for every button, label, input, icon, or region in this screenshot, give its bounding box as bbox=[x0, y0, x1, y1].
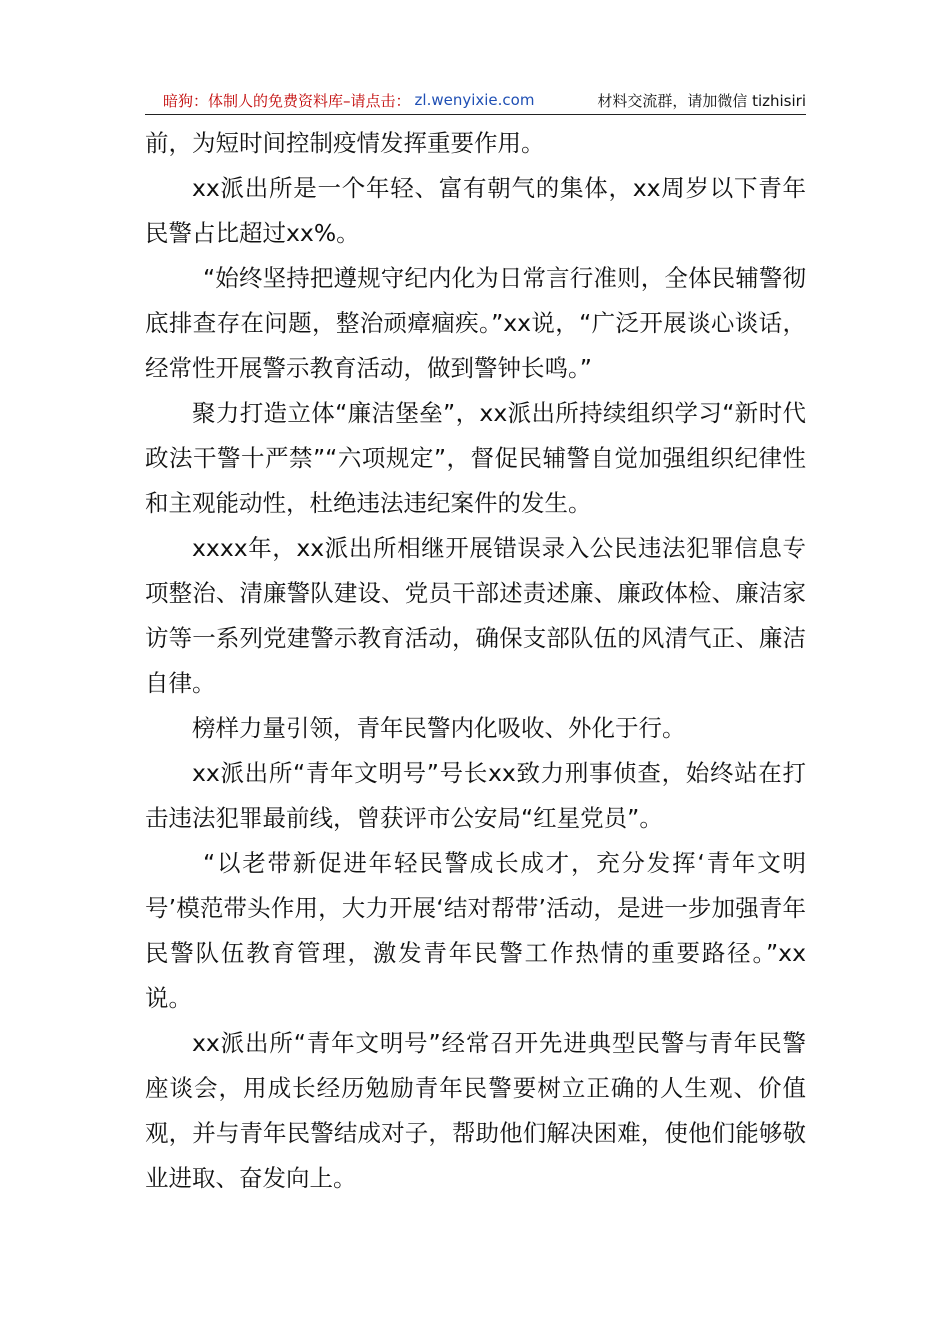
header-contact: 材料交流群，请加微信 tizhisiri bbox=[597, 91, 806, 110]
paragraph: xx派出所“青年文明号”号长xx致力刑事侦查，始终站在打击违法犯罪最前线，曾获评市公安局“红星党员”。 bbox=[145, 759, 806, 832]
paragraph: xx派出所“青年文明号”经常召开先进典型民警与青年民警座谈会，用成长经历勉励青年民警要树立正确的人生观、价值观，并与青年民警结成对子，帮助他们解决困难，使他们能够敬业进取、奋发向上。 bbox=[145, 1029, 806, 1192]
paragraph: 榜样力量引领，青年民警内化吸收、外化于行。 bbox=[192, 714, 686, 742]
document-body bbox=[145, 121, 806, 1201]
header-left bbox=[145, 90, 534, 111]
paragraph: 聚力打造立体“廉洁堡垒”，xx派出所持续组织学习“新时代政法干警十严禁”“六项规定”，督促民辅警自觉加强组织纪律性和主观能动性，杜绝违法违纪案件的发生。 bbox=[145, 399, 806, 517]
header-link[interactable]: zl.wenyixie.com bbox=[414, 91, 535, 109]
paragraph: “以老带新促进年轻民警成长成才，充分发挥‘青年文明号’模范带头作用，大力开展‘结对帮带’活动，是进一步加强青年民警队伍教育管理，激发青年民警工作热情的重要路径。”xx说。 bbox=[145, 849, 806, 1012]
paragraph: xxxx年，xx派出所相继开展错误录入公民违法犯罪信息专项整治、清廉警队建设、党员干部述责述廉、廉政体检、廉洁家访等一系列党建警示教育活动，确保支部队伍的风清气正、廉洁自律。 bbox=[145, 534, 806, 697]
paragraph: “始终坚持把遵规守纪内化为日常言行准则，全体民辅警彻底排查存在问题，整治顽瘴痼疾。”xx说，“广泛开展谈心谈话，经常性开展警示教育活动，做到警钟长鸣。” bbox=[145, 264, 806, 382]
paragraph: xx派出所是一个年轻、富有朝气的集体，xx周岁以下青年民警占比超过xx%。 bbox=[145, 174, 806, 247]
page-header bbox=[145, 86, 806, 115]
header-brand: 暗狗：体制人的免费资料库 bbox=[163, 91, 344, 110]
paragraph: 前，为短时间控制疫情发挥重要作用。 bbox=[145, 129, 545, 157]
header-prompt: –请点击： bbox=[343, 91, 411, 110]
